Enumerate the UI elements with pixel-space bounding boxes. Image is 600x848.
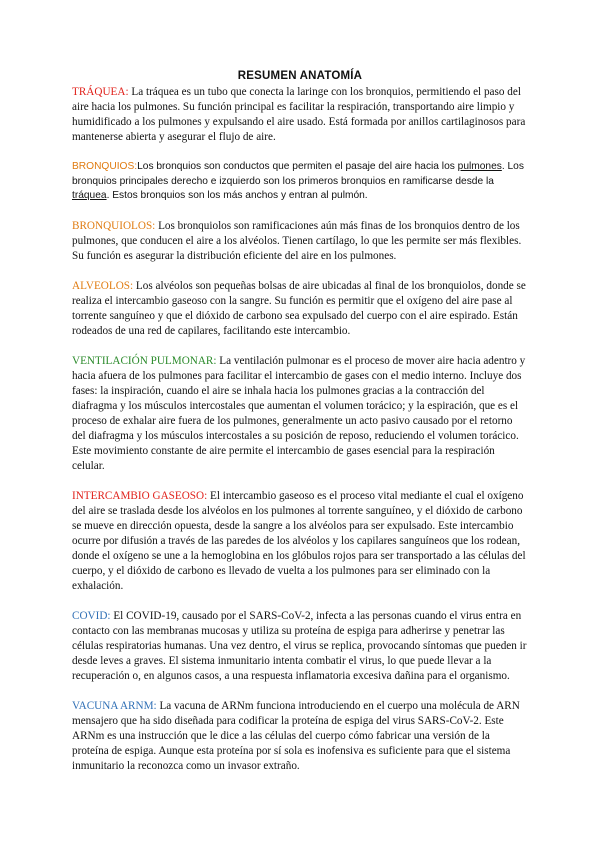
link-traquea[interactable]: tráquea [72, 190, 107, 201]
term-alveolos: ALVEOLOS: [72, 279, 134, 292]
term-intercambio: INTERCAMBIO GASEOSO: [72, 489, 208, 502]
text-bronquios-2: . Los bronquios principales derecho e izquierdo son los primeros bronquios en ramificarse desde la [72, 161, 524, 187]
text-bronquios-1: Los bronquios son conductos que permiten el pasaje del aire hacia los [137, 161, 458, 172]
term-bronquios: BRONQUIOS: [72, 161, 138, 172]
link-pulmones[interactable]: pulmones [457, 161, 502, 172]
text-vacuna: La vacuna de ARNm funciona introduciendo en el cuerpo una molécula de ARN mensajero que ha sido diseñada para codificar la proteína de espiga del virus SARS-CoV-2. Este ARNm es una instrucción que le dice a las células del cuerpo cómo fabricar una versión de la proteína de espiga. Aunque esta proteína por sí sola es inofensiva es suficiente para que el sistema inmunitario la reconozca como un invasor extraño. [72, 699, 520, 772]
term-bronquiolos: BRONQUIOLOS: [72, 219, 156, 232]
text-covid: El COVID-19, causado por el SARS-CoV-2, infecta a las personas cuando el virus entra en contacto con las membranas mucosas y utiliza su proteína de espiga para adherirse y penetrar las células respiratorias humanas. Una vez dentro, el virus se replica, provocando síntomas que pueden ir desde leves a graves. El sistema inmunitario intenta combatir el virus, lo que puede llevar a la recuperación o, en algunos casos, a una respuesta inflamatoria excesiva dañina para el organismo. [72, 609, 527, 682]
section-alveolos [72, 279, 528, 339]
text-alveolos: Los alvéolos son pequeñas bolsas de aire ubicadas al final de los bronquiolos, donde se realiza el intercambio gaseoso con la sangre. Su función es permitir que el oxígeno del aire pase al torrente sanguíneo y que el dióxido de carbono sea expulsado del cuerpo con el aire espirado. Están rodeados de una red de capilares, facilitando este intercambio. [72, 279, 526, 337]
section-vacuna [72, 699, 528, 774]
section-ventilacion [72, 354, 528, 474]
term-vacuna: VACUNA ARNM: [72, 699, 157, 712]
document-title: RESUMEN ANATOMÍA [237, 70, 363, 82]
section-covid [72, 609, 528, 684]
section-intercambio [72, 489, 528, 594]
text-bronquios-3: . Estos bronquios son los más anchos y entran al pulmón. [106, 190, 368, 201]
term-covid: COVID: [72, 609, 111, 622]
term-ventilacion: VENTILACIÓN PULMONAR: [72, 354, 217, 367]
text-traquea: La tráquea es un tubo que conecta la laringe con los bronquios, permitiendo el paso del aire hacia los pulmones. Su función principal es facilitar la respiración, transportando aire limpio y humidificado a los pulmones y expulsando el aire usado. Está formada por anillos cartilaginosos para mantenerse abierta y asegurar el flujo de aire. [72, 86, 526, 143]
text-intercambio: El intercambio gaseoso es el proceso vital mediante el cual el oxígeno del aire se traslada desde los alvéolos en los pulmones al torrente sanguíneo, y el dióxido de carbono se mueve en dirección opuesta, desde la sangre a los alvéolos para ser expulsado. Este intercambio ocurre por difusión a través de las paredes de los alvéolos y los capilares sanguíneos que los rodean, donde el oxígeno se une a la hemoglobina en los glóbulos rojos para ser transportado a las células del cuerpo, y el dióxido de carbono es llevado de vuelta a los pulmones para ser eliminado con la exhalación. [72, 489, 526, 592]
section-bronquios [72, 160, 528, 204]
section-bronquiolos [72, 219, 528, 264]
text-ventilacion: La ventilación pulmonar es el proceso de mover aire hacia adentro y hacia afuera de los pulmones para facilitar el intercambio de gases con el medio interno. Incluye dos fases: la inspiración, cuando el aire se inhala hacia los pulmones gracias a la contracción del diafragma y los músculos intercostales que aumentan el volumen torácico; y la espiración, que es el proceso de exhalar aire fuera de los pulmones, generalmente un acto pasivo causado por el retorno del diafragma y los músculos intercostales a su posición de reposo, reduciendo el volumen torácico. Este movimiento constante de aire permite el intercambio de gases esencial para la respiración celular. [72, 354, 526, 472]
text-bronquiolos: Los bronquiolos son ramificaciones aún más finas de los bronquios dentro de los pulmones, que conducen el aire a los alvéolos. Tienen cartílago, lo que les permite ser más flexibles. Su función es asegurar la distribución eficiente del aire en los pulmones. [72, 219, 522, 262]
section-traquea [72, 85, 528, 145]
term-traquea: TRÁQUEA: [72, 86, 129, 98]
